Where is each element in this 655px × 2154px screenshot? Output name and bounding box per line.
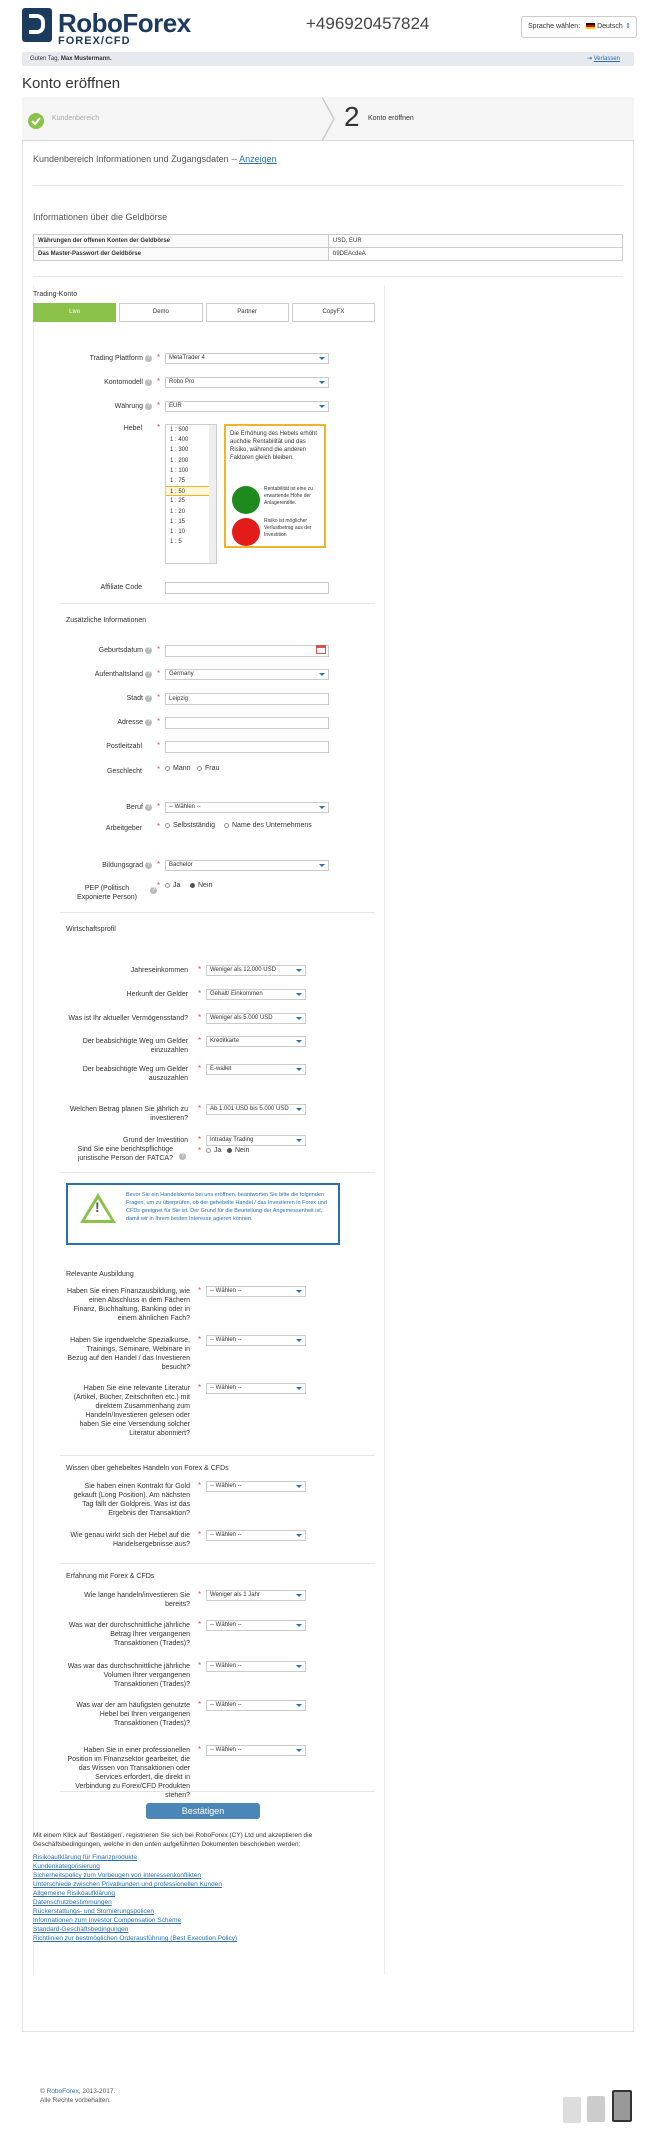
doc-link[interactable]: Datenschutzbestimmungen [33, 1899, 112, 1906]
question-label: Haben Sie in einer professionellen Position im Finanzsektor gearbeitet, die das Wissen von Transaktionen oder Services erfordert, die direkt in Verbindung zu Forex/CFD Produkten stehen? [67, 1747, 190, 1799]
help-icon: ? [145, 862, 152, 869]
birth-label: Geburtsdatum ? [40, 646, 152, 655]
question-select[interactable]: -- Wählen -- [206, 1335, 306, 1346]
list-item: 1 : 200 [170, 457, 189, 464]
gender-female-radio[interactable]: Frau [197, 765, 219, 772]
required-icon: * [198, 1064, 202, 1073]
required-icon: * [198, 1745, 202, 1754]
topbar [22, 52, 634, 66]
list-item: 1 : 25 [170, 498, 186, 505]
economic-select[interactable]: Ab 1.001 USD bis 5.000 USD [206, 1104, 306, 1115]
gender-label: Geschlecht [106, 768, 142, 775]
step2-label: Konto eröffnen [368, 115, 414, 122]
trading-title: Trading-Konto [33, 291, 78, 298]
question-select[interactable]: -- Wählen -- [206, 1383, 306, 1394]
required-icon: * [157, 741, 161, 750]
question-label: Wie lange handeln/investieren Sie bereits? [84, 1592, 190, 1608]
education-select[interactable]: Bachelor [165, 860, 329, 871]
question-label: Haben Sie irgendwelche Spezialkurse, Trainings, Seminare, Webinare in Bezug auf den Handel / das Investieren besucht? [67, 1337, 190, 1371]
required-icon: * [157, 802, 161, 811]
tab-live[interactable]: Live [33, 303, 116, 322]
required-icon: * [198, 989, 202, 998]
required-icon: * [157, 377, 161, 386]
economic-label: Der beabsichtigte Weg um Gelder auszuzahlen [82, 1066, 188, 1082]
required-icon: * [157, 822, 161, 831]
green-circle-icon [232, 486, 260, 514]
currency-label: Währung ? [40, 402, 152, 411]
zip-input[interactable] [165, 741, 329, 753]
required-icon: * [157, 669, 161, 678]
doc-link[interactable]: Kundenkategorisierung [33, 1863, 100, 1870]
edu-label: Bildungsgrad ? [40, 861, 152, 870]
economic-label: Jahreseinkommen [130, 967, 188, 974]
doc-link[interactable]: Allgemeine Risikoaufklärung [33, 1890, 116, 1897]
logout-link[interactable]: ⇥ Verlassen [586, 56, 620, 62]
warning-box: ! Bevor Sie ein Handelskonto bei uns eröffnen, beantworten Sie bitte die folgenden Fragen, um zu überprüfen, ob der gehebelte Handel / das Investieren in Forex und CFDs geeignet für Sie ist. Der Grund für die Beurteilung der Angemessenheit ist, damit wir in Ihrem besten Interesse agieren können. [66, 1183, 340, 1245]
step2-number: 2 [344, 101, 360, 132]
help-icon: ? [145, 719, 152, 726]
list-item: 1 : 75 [170, 477, 186, 484]
award-icon [612, 2090, 632, 2122]
table-row: Das Master-Passwort der Geldbörse b9DEAcdeA [34, 248, 623, 261]
city-input[interactable]: Leipzig [165, 693, 329, 705]
user-name: Max Mustermann. [60, 56, 112, 62]
economic-label: Was ist Ihr aktueller Vermögensstand? [68, 1015, 188, 1022]
divider [60, 1791, 375, 1792]
pep-label: PEP (Politisch Exponierte Person) [77, 885, 137, 901]
required-icon: * [157, 423, 161, 432]
question-label: Wie genau wirkt sich der Hebel auf die Handelsergebnisse aus? [70, 1532, 190, 1548]
brand-link[interactable]: RoboForex [46, 2088, 79, 2095]
award-icon [587, 2096, 605, 2122]
model-select[interactable]: Robo Pro [165, 377, 329, 388]
list-item: 1 : 15 [170, 518, 186, 525]
required-icon: * [157, 645, 161, 654]
question-label: Was war das durchschnittliche jährliche Volumen Ihrer vergangenen Transaktionen (Trades)? [67, 1663, 190, 1688]
experience-title: Erfahrung mit Forex & CFDs [66, 1573, 155, 1580]
question-select[interactable]: -- Wählen -- [206, 1620, 306, 1631]
required-icon: * [157, 765, 161, 774]
required-icon: * [157, 717, 161, 726]
economic-label: Grund der Investition [123, 1137, 188, 1144]
economic-select[interactable]: Intraday Trading [206, 1135, 306, 1146]
required-icon: * [198, 1013, 202, 1022]
divider [33, 185, 623, 186]
question-label: Was war der am häufigsten genutzte Hebel bei Ihren vergangenen Transaktionen (Trades)? [76, 1702, 190, 1727]
question-select[interactable]: -- Wählen -- [206, 1530, 306, 1541]
doc-link[interactable]: Richtlinien zur bestmöglichen Orderausführung (Best Execution Policy) [33, 1935, 238, 1942]
knowledge-title: Wissen über gehebeltes Handeln von Forex & CFDs [66, 1465, 229, 1472]
brand-name: RoboForex [58, 8, 191, 38]
zip-label: Postleitzahl [106, 743, 142, 750]
logo-icon [22, 8, 52, 42]
question-label: Was war der durchschnittliche jährliche Betrag Ihrer vergangenen Transaktionen (Trades)? [68, 1622, 190, 1647]
model-label: Kontomodell ? [40, 378, 152, 387]
right-guide [384, 285, 385, 1975]
question-select[interactable]: -- Wählen -- [206, 1661, 306, 1672]
required-icon: * [157, 353, 161, 362]
currency-select[interactable]: EUR [165, 401, 329, 412]
leverage-list[interactable] [165, 424, 217, 564]
tab-copyfx[interactable]: CopyFX [292, 303, 375, 322]
consent-text: Mit einem Klick auf 'Bestätigen', registrieren Sie sich bei RoboForex (CY) Ltd und akzeptieren die Geschäftsbedingungen, welche in den unten aufgeführten Dokumenten beschrieben werden: [33, 1832, 313, 1848]
list-item: 1 : 100 [170, 467, 189, 474]
flag-de-icon [586, 23, 595, 29]
leverage-info [224, 424, 326, 548]
fatca-no-radio[interactable]: Nein [227, 1147, 249, 1154]
economic-title: Wirtschaftsprofil [66, 926, 116, 933]
help-icon: ? [145, 647, 152, 654]
phone-number: +496920457824 [306, 14, 430, 33]
tab-partner[interactable]: Partner [206, 303, 289, 322]
required-icon: * [157, 693, 161, 702]
wallet-title: Informationen über die Geldbörse [33, 212, 168, 222]
economic-select[interactable]: Kreditkarte [206, 1036, 306, 1047]
step-chevron-icon [322, 97, 344, 141]
required-icon: * [157, 860, 161, 869]
fatca-label: Sind Sie eine berichtspflichtige juristische Person der FATCA? [77, 1146, 173, 1162]
list-item: 1 : 5 [170, 539, 182, 546]
required-icon: * [198, 1530, 202, 1539]
leverage-note: Die Erhöhung des Hebels erhöht auchdie Rentabilität und das Risiko, während die anderen Faktoren gleich bleiben. [230, 431, 318, 461]
divider [60, 912, 375, 913]
platform-label: Trading Plattform ? [40, 354, 152, 363]
step1-label: Kundenbereich [52, 115, 100, 122]
calendar-icon[interactable] [316, 645, 326, 654]
country-select[interactable]: Germany [165, 669, 329, 680]
lang-label: Sprache wählen: [528, 23, 581, 30]
platform-select[interactable]: MetaTrader 4 [165, 353, 329, 364]
required-icon: * [198, 1383, 202, 1392]
affiliate-input[interactable] [165, 582, 329, 594]
updown-icon: ⇕ [625, 23, 631, 30]
employer-label: Arbeitgeber [105, 825, 142, 832]
doc-link[interactable]: Risikoaufklärung für Finanzprodukte [33, 1854, 138, 1861]
list-item: 1 : 20 [170, 508, 186, 515]
help-icon: ? [145, 671, 152, 678]
brand-sub: FOREX/CFD [58, 35, 131, 47]
account-tabs [33, 303, 375, 322]
required-icon: * [198, 1036, 202, 1045]
check-icon [28, 113, 44, 129]
green-note: Rentabilität ist eine zu erwartende Höhe der Anlagerendite. [264, 486, 313, 506]
personal-title: Zusätzliche Informationen [66, 617, 147, 624]
question-select[interactable]: -- Wählen -- [206, 1481, 306, 1492]
economic-select[interactable]: Weniger als 12.000 USD [206, 965, 306, 976]
language-select[interactable] [521, 16, 637, 38]
economic-select[interactable]: Weniger als 5.000 USD [206, 1013, 306, 1024]
question-select[interactable]: -- Wählen -- [206, 1286, 306, 1297]
greeting: Guten Tag, [30, 56, 60, 62]
list-item: 1 : 10 [170, 528, 186, 535]
economic-select[interactable]: E-wallet [206, 1064, 306, 1075]
education-title: Relevante Ausbildung [66, 1271, 134, 1278]
show-link[interactable]: Anzeigen [239, 154, 277, 164]
divider [60, 603, 375, 604]
required-icon: * [198, 1620, 202, 1629]
required-icon: * [198, 1146, 202, 1155]
doc-link[interactable]: Standard-Geschäftsbedingungen [33, 1926, 129, 1933]
submit-button[interactable]: Bestätigen [146, 1803, 260, 1819]
help-icon: ? [145, 804, 152, 811]
red-circle-icon [232, 518, 260, 546]
economic-label: Welchen Betrag planen Sie jährlich zu investieren? [69, 1106, 188, 1122]
scrollbar[interactable] [209, 425, 216, 563]
list-item: 1 : 300 [170, 447, 189, 454]
red-note: Risiko ist möglicher Verlustbetrag aus der Investition [264, 518, 312, 538]
employer-company-radio[interactable]: Name des Unternehmens [224, 822, 312, 829]
table-row: Währungen der offenen Konten der Geldbörse USD, EUR [34, 235, 623, 248]
required-icon: * [198, 1590, 202, 1599]
required-icon: * [198, 1700, 202, 1709]
fatca-yes-radio[interactable]: Ja [206, 1147, 221, 1154]
doc-link[interactable]: Informationen zum Investor Compensation Scheme [33, 1917, 182, 1924]
wallet-table [33, 234, 623, 261]
pep-yes-radio[interactable]: Ja [165, 882, 180, 889]
help-icon: ? [145, 695, 152, 702]
required-icon: * [198, 1104, 202, 1113]
doc-link[interactable]: Rückerstattungs- und Stornierungspolicen [33, 1908, 155, 1915]
question-select[interactable]: -- Wählen -- [206, 1700, 306, 1711]
required-icon: * [198, 965, 202, 974]
help-icon: ? [145, 355, 152, 362]
economic-label: Herkunft der Gelder [126, 991, 188, 998]
question-select[interactable]: -- Wählen -- [206, 1745, 306, 1756]
required-icon: * [198, 1661, 202, 1670]
address-input[interactable] [165, 717, 329, 729]
divider [60, 1172, 375, 1173]
required-icon: * [198, 1286, 202, 1295]
lang-value: Deutsch [597, 23, 623, 30]
help-icon: ? [148, 882, 157, 900]
job-label: Beruf ? [40, 803, 152, 812]
list-item: 1 : 50 [166, 486, 216, 496]
job-select[interactable]: -- Wählen -- [165, 802, 329, 813]
divider [60, 1455, 375, 1456]
gender-male-radio[interactable]: Mann [165, 765, 191, 772]
access-info: Kundenbereich Informationen und Zugangsdaten -- Anzeigen [33, 154, 277, 164]
question-label: Haben Sie einen Finanzausbildung, wie einen Abschluss in dem Fächern Finanz, Buchhaltung, Banking oder in einem ähnlichen Fach? [67, 1288, 190, 1322]
tab-demo[interactable]: Demo [119, 303, 202, 322]
country-label: Aufenthaltsland ? [40, 670, 152, 679]
footer: © RoboForex, 2013-2017. Alle Rechte vorbehalten. [40, 2088, 116, 2104]
affiliate-label: Affiliate Code [100, 584, 142, 591]
help-icon: ? [145, 379, 152, 386]
question-label: Sie haben einen Kontrakt für Gold gekauft (Long Position). Am nächsten Tag fällt der Goldpreis. Was ist das Ergebnis der Transaktion? [73, 1483, 190, 1517]
divider [60, 1563, 375, 1564]
warning-text: Bevor Sie ein Handelskonto bei uns eröffnen, beantworten Sie bitte die folgenden Fragen, um zu überprüfen, ob der gehebelte Handel / das Investieren in Forex und CFDs geeignet für Sie ist. Der Grund für die Beurteilung der Angemessenheit ist, damit wir in Ihrem besten Interesse agieren können. [126, 1192, 327, 1222]
required-icon: * [157, 401, 161, 410]
document-links [33, 1853, 237, 1943]
pep-no-radio[interactable]: Nein [190, 882, 212, 889]
doc-link[interactable]: Sicherheitspolicy zum Vorbeugen von Interessenkonflikten [33, 1872, 202, 1879]
question-label: Haben Sie eine relevante Literatur (Artikel, Bücher, Zeitschriften etc.) mit direktem Zusammenhang zum Handeln/Investieren gelesen oder haben Sie eine Versendung solcher Literatur abonniert? [73, 1385, 190, 1437]
required-icon: * [157, 881, 161, 890]
city-label: Stadt ? [40, 694, 152, 703]
list-item: 1 : 400 [170, 437, 189, 444]
required-icon: * [198, 1481, 202, 1490]
award-icon [563, 2097, 581, 2123]
list-item: 1 : 500 [170, 427, 189, 433]
address-label: Adresse ? [40, 718, 152, 727]
birthdate-input[interactable] [165, 645, 329, 657]
employer-self-radio[interactable]: Selbstständig [165, 822, 215, 829]
page-title: Konto eröffnen [22, 75, 121, 92]
leverage-label: Hebel [123, 425, 142, 432]
question-select[interactable]: Weniger als 1 Jahr [206, 1590, 306, 1601]
economic-label: Der beabsichtigte Weg um Gelder einzuzahlen [82, 1038, 188, 1054]
divider [33, 276, 623, 277]
left-guide [33, 285, 34, 1975]
doc-link[interactable]: Unterschiede zwischen Privatkunden und professionellen Kunden [33, 1881, 222, 1888]
help-icon: ? [177, 1148, 186, 1166]
required-icon: * [198, 1135, 202, 1144]
steps-bar [22, 97, 634, 141]
required-icon: * [198, 1335, 202, 1344]
economic-select[interactable]: Gehalt/ Einkommen [206, 989, 306, 1000]
help-icon: ? [145, 403, 152, 410]
